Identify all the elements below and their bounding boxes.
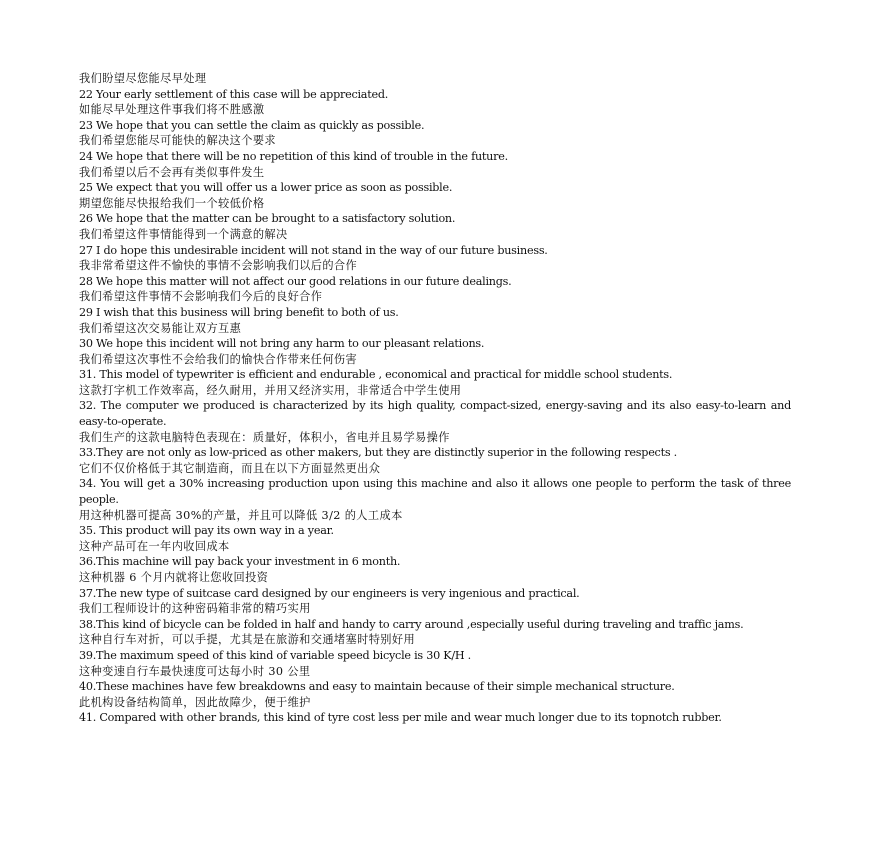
chinese-translation-line: 我们希望您能尽可能快的解决这个要求 xyxy=(79,134,276,148)
english-sentence-line: 40.These machines have few breakdowns and easy to maintain because of their simple mechanical structure. xyxy=(79,680,675,694)
chinese-translation-line: 期望您能尽快报给我们一个较低价格 xyxy=(79,196,265,210)
english-sentence-line: 34. You will get a 30% increasing production upon using this machine and also it allows one people to perform the task of three people. xyxy=(79,477,791,507)
english-sentence-line: 31. This model of typewriter is efficient and endurable , economical and practical for middle school students. xyxy=(79,368,673,382)
chinese-translation-line: 我们工程师设计的这种密码箱非常的精巧实用 xyxy=(79,602,311,616)
chinese-translation-line: 我们希望以后不会再有类似事件发生 xyxy=(79,165,265,179)
chinese-translation-line: 这款打字机工作效率高，经久耐用，并用又经济实用，非常适合中学生使用 xyxy=(79,383,462,397)
english-sentence-line: 27 I do hope this undesirable incident will not stand in the way of our future business. xyxy=(79,243,548,257)
english-sentence-line: 28 We hope this matter will not affect our good relations in our future dealings. xyxy=(79,274,512,288)
chinese-translation-line: 我们希望这件事情能得到一个满意的解决 xyxy=(79,227,288,241)
english-sentence-line: 38.This kind of bicycle can be folded in half and handy to carry around ,especially useful during traveling and traffic jams. xyxy=(79,617,744,631)
chinese-translation-line: 我们希望这次事性不会给我们的愉快合作带来任何伤害 xyxy=(79,352,358,366)
english-sentence-line: 35. This product will pay its own way in a year. xyxy=(79,524,334,538)
chinese-translation-line: 我们盼望尽您能尽早处理 xyxy=(79,72,207,85)
document-body xyxy=(79,71,791,726)
english-sentence-line: 32. The computer we produced is characterized by its high quality, compact-sized, energy-saving and its also easy-to-learn and easy-to-operate. xyxy=(79,399,791,429)
chinese-translation-line: 我非常希望这件不愉快的事情不会影响我们以后的合作 xyxy=(79,259,358,273)
chinese-translation-line: 这种变速自行车最快速度可达每小时 30 公里 xyxy=(79,664,311,678)
chinese-translation-line: 这种产品可在一年内收回成本 xyxy=(79,539,230,553)
english-sentence-line: 33.They are not only as low-priced as other makers, but they are distinctly superior in the following respects . xyxy=(79,446,677,460)
english-sentence-line: 22 Your early settlement of this case will be appreciated. xyxy=(79,87,389,101)
english-sentence-line: 29 I wish that this business will bring benefit to both of us. xyxy=(79,305,399,319)
chinese-translation-line: 我们希望这次交易能让双方互惠 xyxy=(79,321,242,335)
chinese-translation-line: 此机构设备结构简单，因此故障少，便于维护 xyxy=(79,695,311,709)
english-sentence-line: 24 We hope that there will be no repetition of this kind of trouble in the future. xyxy=(79,149,508,163)
english-sentence-line: 39.The maximum speed of this kind of variable speed bicycle is 30 K/H . xyxy=(79,648,471,662)
english-sentence-line: 25 We expect that you will offer us a lower price as soon as possible. xyxy=(79,181,453,195)
chinese-translation-line: 如能尽早处理这件事我们将不胜感激 xyxy=(79,103,265,117)
chinese-translation-line: 这种自行车对折，可以手提，尤其是在旅游和交通堵塞时特别好用 xyxy=(79,633,416,647)
english-sentence-line: 37.The new type of suitcase card designed by our engineers is very ingenious and practical. xyxy=(79,586,580,600)
chinese-translation-line: 它们不仅价格低于其它制造商，而且在以下方面显然更出众 xyxy=(79,461,381,475)
english-sentence-line: 26 We hope that the matter can be brought to a satisfactory solution. xyxy=(79,212,456,226)
english-sentence-line: 41. Compared with other brands, this kind of tyre cost less per mile and wear much longer due to its topnotch rubber. xyxy=(79,711,722,725)
chinese-translation-line: 我们生产的这款电脑特色表现在：质量好，体积小，省电并且易学易操作 xyxy=(79,430,450,444)
english-sentence-line: 36.This machine will pay back your investment in 6 month. xyxy=(79,555,401,569)
english-sentence-line: 23 We hope that you can settle the claim as quickly as possible. xyxy=(79,118,425,132)
chinese-translation-line: 用这种机器可提高 30%的产量，并且可以降低 3/2 的人工成本 xyxy=(79,508,403,522)
chinese-translation-line: 这种机器 6 个月内就将让您收回投资 xyxy=(79,571,269,584)
english-sentence-line: 30 We hope this incident will not bring any harm to our pleasant relations. xyxy=(79,337,485,351)
chinese-translation-line: 我们希望这件事情不会影响我们今后的良好合作 xyxy=(79,290,323,304)
